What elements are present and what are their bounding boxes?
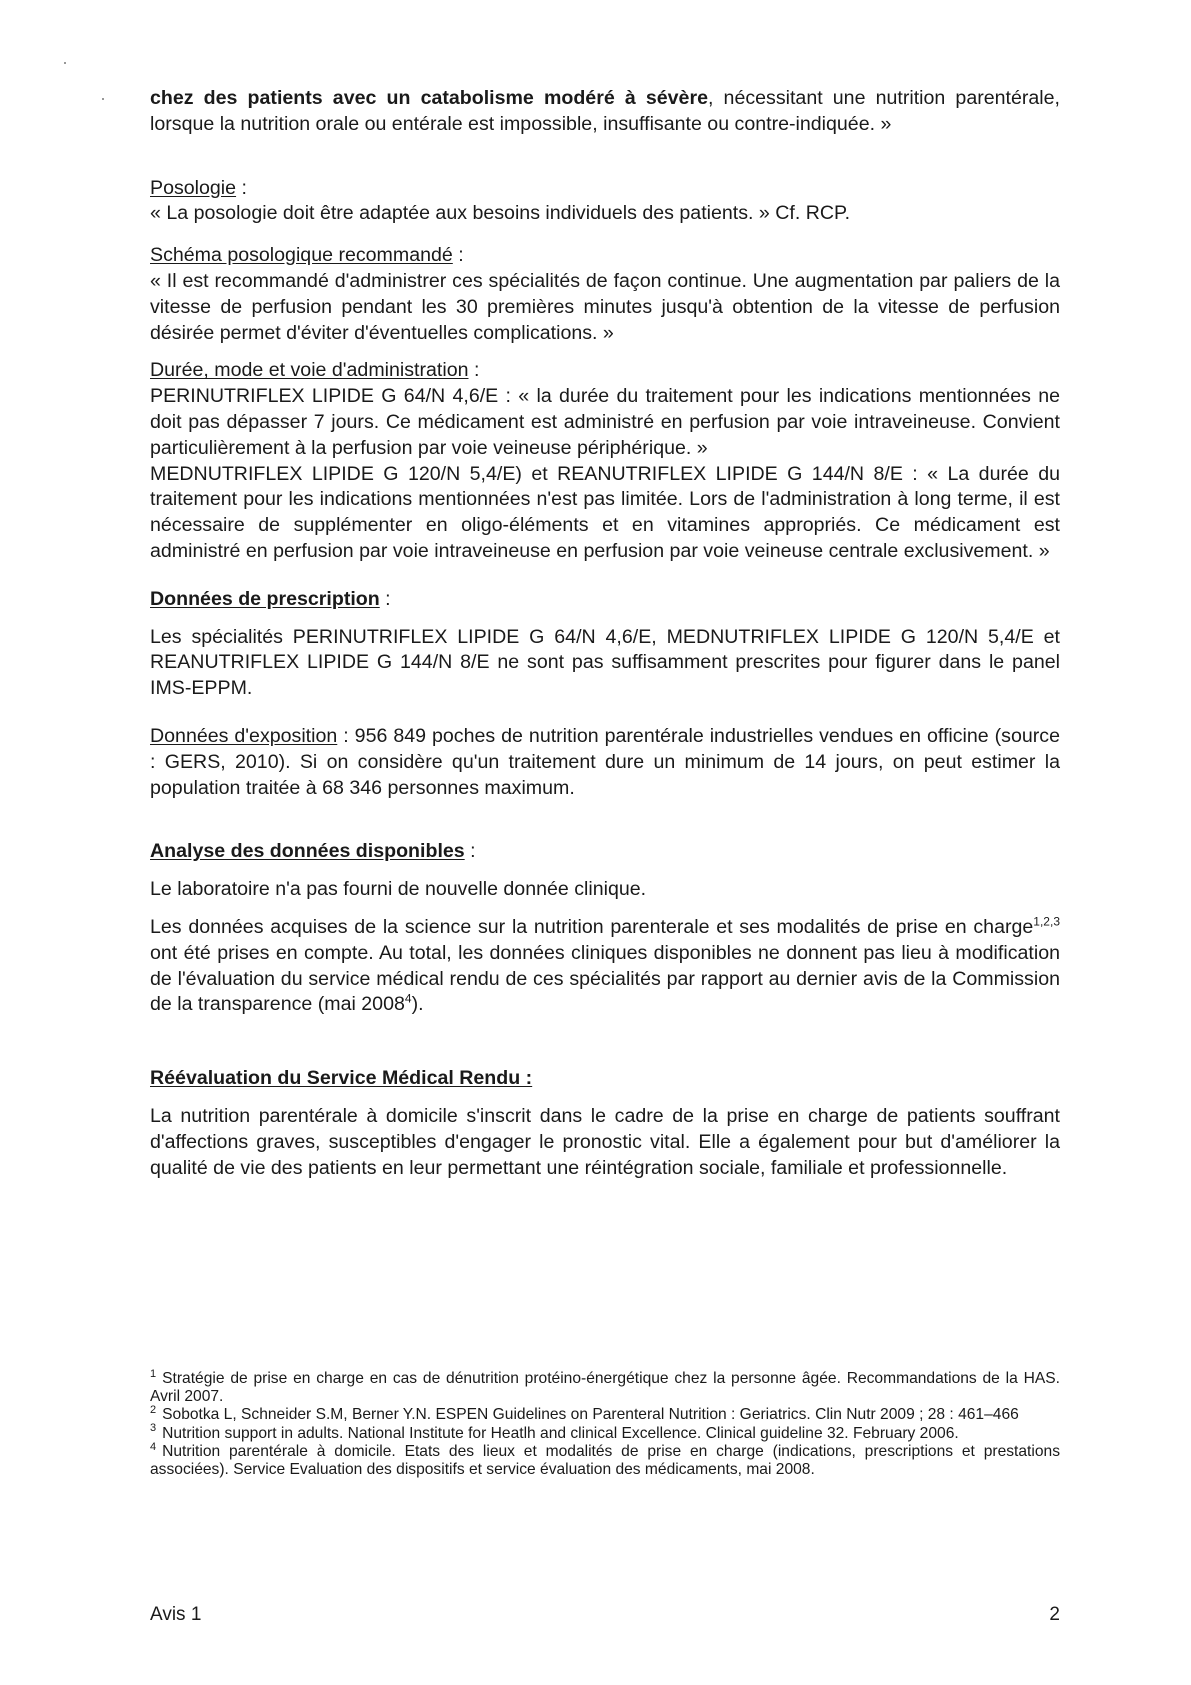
footnote-4: $^4$ Nutrition parentérale à domicile. Etats des lieux et modalités de prise en charge (indications, prescriptions et prestations associées). Service Evaluation des dispositifs et service évaluation des médicaments, mai 2008. (150, 1440, 1060, 1479)
posologie-heading: Posologie : (150, 176, 247, 199)
intro-paragraph (150, 86, 1060, 138)
intro-rest: , nécessitant une nutrition parentérale, lorsque la nutrition orale ou entérale est impossible, insuffisante ou contre-indiquée. » (150, 87, 1060, 135)
prescription-text: Les spécialités PERINUTRIFLEX LIPIDE G 64/N 4,6/E, MEDNUTRIFLEX LIPIDE G 120/N 5,4/E et REANUTRIFLEX LIPIDE G 144/N 8/E ne sont pas suffisamment prescrites pour figurer dans le panel IMS-EPPM. (150, 625, 1060, 700)
page-number: 2 (1049, 1604, 1060, 1625)
duree-heading: Durée, mode et voie d'administration : (150, 359, 480, 382)
footnote-3: $^3$ Nutrition support in adults. National Institute for Heatlh and clinical Excellence. Clinical guideline 32. February 2006. (150, 1422, 959, 1442)
document-body (150, 86, 1060, 1181)
exposition-text: 956 849 poches de nutrition parentérale industrielles vendues en officine (source : GERS, 2010). Si on considère qu'un traitement dure un minimum de 14 jours, on peut estimer la population traitée à 68 346 personnes maximum. (150, 724, 1060, 799)
footnote-2: $^2$ Sobotka L, Schneider S.M, Berner Y.N. ESPEN Guidelines on Parenteral Nutrition : Geriatrics. Clin Nutr 2009 ; 28 : 461–466 (150, 1404, 1019, 1424)
analyse-paragraph-1: Le laboratoire n'a pas fourni de nouvelle donnée clinique. (150, 878, 647, 901)
exposition-paragraph: Données d'exposition : 956 849 poches de nutrition parentérale industrielles vendues en officine (source : GERS, 2010). Si on considère qu'un traitement dure un minimum de 14 jours, on peut estimer la population traitée à 68 346 personnes maximum. (150, 724, 1060, 799)
analyse-heading: Analyse des données disponibles : (150, 840, 476, 863)
prescription-heading: Données de prescription : (150, 587, 391, 610)
reevaluation-text: La nutrition parentérale à domicile s'inscrit dans le cadre de la prise en charge de patients souffrant d'affections graves, susceptibles d'engager le pronostic vital. Elle a également pour but d'améliorer la qualité de vie des patients en leur permettant une réintégration sociale, familiale et professionnelle. (150, 1104, 1060, 1179)
reevaluation-heading: Réévaluation du Service Médical Rendu : (150, 1067, 533, 1090)
footer-label: Avis 1 (150, 1604, 202, 1625)
footnotes (150, 1367, 1060, 1479)
exposition-heading: Données d'exposition (150, 724, 338, 747)
page-footer (150, 1604, 1060, 1626)
footnote-1: $^1$ Stratégie de prise en charge en cas de dénutrition protéino-énergétique chez la personne âgée. Recommandations de la HAS. Avril 2007. (150, 1367, 1060, 1406)
intro-bold: chez des patients avec un catabolisme modéré à sévère (150, 87, 708, 109)
duree-paragraph-1: PERINUTRIFLEX LIPIDE G 64/N 4,6/E : « la durée du traitement pour les indications mentionnées ne doit pas dépasser 7 jours. Ce médicament est administré en perfusion par voie intraveineuse. Convient particulièrement à la perfusion par voie veineuse périphérique. » (150, 385, 1060, 459)
schema-heading: Schéma posologique recommandé : (150, 244, 464, 267)
duree-paragraph-2: MEDNUTRIFLEX LIPIDE G 120/N 5,4/E) et REANUTRIFLEX LIPIDE G 144/N 8/E : « La durée du traitement pour les indications mentionnées n'est pas limitée. Lors de l'administration à long terme, il est nécessaire de supplémenter en oligo-éléments et en vitamines appropriés. Ce médicament est administré en perfusion par voie intraveineuse en perfusion par voie veineuse centrale exclusivement. » (150, 462, 1060, 562)
schema-text: « Il est recommandé d'administrer ces spécialités de façon continue. Une augmentation par paliers de la vitesse de perfusion pendant les 30 premières minutes jusqu'à obtention de la vitesse de perfusion désirée permet d'éviter d'éventuelles complications. » (150, 269, 1060, 344)
analyse-paragraph-2: Les données acquises de la science sur la nutrition parenterale et ses modalités de prise en charge$^{1,2,3}$ ont été prises en compte. Au total, les données cliniques disponibles ne donnent pas lieu à modification de l'évaluation du service médical rendu de ces spécialités par rapport au dernier avis de la Commission de la transparence (mai 2008$^4$). (150, 914, 1060, 1016)
posologie-text: « La posologie doit être adaptée aux besoins individuels des patients. » Cf. RCP. (150, 202, 851, 225)
